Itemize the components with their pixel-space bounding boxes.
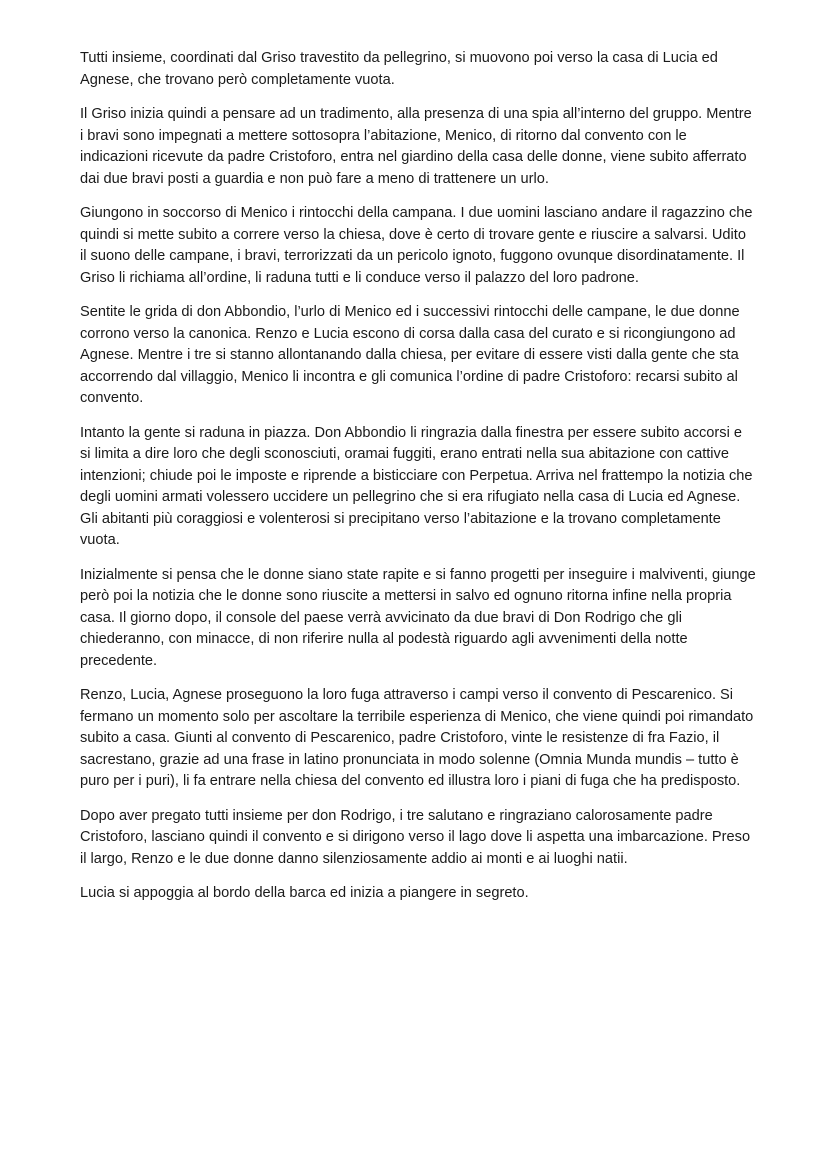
document-page — [80, 48, 756, 918]
paragraph-5: Intanto la gente si raduna in piazza. Don Abbondio li ringrazia dalla finestra per essere subito accorsi e si limita a dire loro che degli sconosciuti, oramai fuggiti, erano entrati nella sua abitazione con cattive intenzioni; chiude poi le imposte e riprende a bisticciare con Perpetua. Arriva nel frattempo la notizia che degli uomini armati volessero uccidere un pellegrino che si era rifugiato nella casa di Lucia ed Agnese. Gli abitanti più coraggiosi e volenterosi si precipitano verso l’abitazione e la trovano completamente vuota. — [80, 424, 753, 548]
paragraph-6: Inizialmente si pensa che le donne siano state rapite e si fanno progetti per inseguire i malviventi, giunge però poi la notizia che le donne sono riuscite a mettersi in salvo ed ognuno ritorna infine nella propria casa. Il giorno dopo, il console del paese verrà avvicinato da due bravi di Don Rodrigo che gli chiederanno, con minacce, di non riferire nulla al podestà riguardo agli avvenimenti della notte precedente. — [80, 566, 756, 669]
paragraph-8: Dopo aver pregato tutti insieme per don Rodrigo, i tre salutano e ringraziano calorosamente padre Cristoforo, lasciano quindi il convento e si dirigono verso il lago dove li aspetta una imbarcazione. Preso il largo, Renzo e le due donne danno silenziosamente addio ai monti e ai luoghi natii. — [80, 807, 751, 867]
paragraph-2: Il Griso inizia quindi a pensare ad un tradimento, alla presenza di una spia all’interno del gruppo. Mentre i bravi sono impegnati a mettere sottosopra l’abitazione, Menico, di ritorno dal convento con le indicazioni ricevute da padre Cristoforo, entra nel giardino della casa delle donne, viene subito afferrato dai due bravi posti a guardia e non può fare a meno di trattenere un urlo. — [80, 106, 752, 187]
paragraph-4: Sentite le grida di don Abbondio, l’urlo di Menico ed i successivi rintocchi delle campane, le due donne corrono verso la canonica. Renzo e Lucia escono di corsa dalla casa del curato e si ricongiungono ad Agnese. Mentre i tre si stanno allontanando dalla chiesa, per evitare di essere visti dalla gente che sta accorrendo dal villaggio, Menico li incontra e gli comunica l’ordine di padre Cristoforo: recarsi subito al convento. — [80, 304, 740, 406]
paragraph-9: Lucia si appoggia al bordo della barca ed inizia a piangere in segreto. — [80, 885, 529, 901]
paragraph-1: Tutti insieme, coordinati dal Griso travestito da pellegrino, si muovono poi verso la casa di Lucia ed Agnese, che trovano però completamente vuota. — [80, 50, 718, 88]
paragraph-7: Renzo, Lucia, Agnese proseguono la loro fuga attraverso i campi verso il convento di Pescarenico. Si fermano un momento solo per ascoltare la terribile esperienza di Menico, che viene quindi poi rimandato subito a casa. Giunti al convento di Pescarenico, padre Cristoforo, vinte le resistenze di fra Fazio, il sacrestano, grazie ad una frase in latino pronunciata in modo solenne (Omnia Munda mundis – tutto è puro per i puri), li fa entrare nella chiesa del convento ed illustra loro i piani di fuga che ha predisposto. — [80, 687, 754, 789]
paragraph-3: Giungono in soccorso di Menico i rintocchi della campana. I due uomini lasciano andare il ragazzino che quindi si mette subito a correre verso la chiesa, dove è certo di trovare gente e riuscire a salvarsi. Udito il suono delle campane, i bravi, terrorizzati da un pericolo ignoto, fuggono ovunque disordinatamente. Il Griso li richiama all’ordine, li raduna tutti e li conduce verso il palazzo del loro padrone. — [80, 205, 753, 286]
